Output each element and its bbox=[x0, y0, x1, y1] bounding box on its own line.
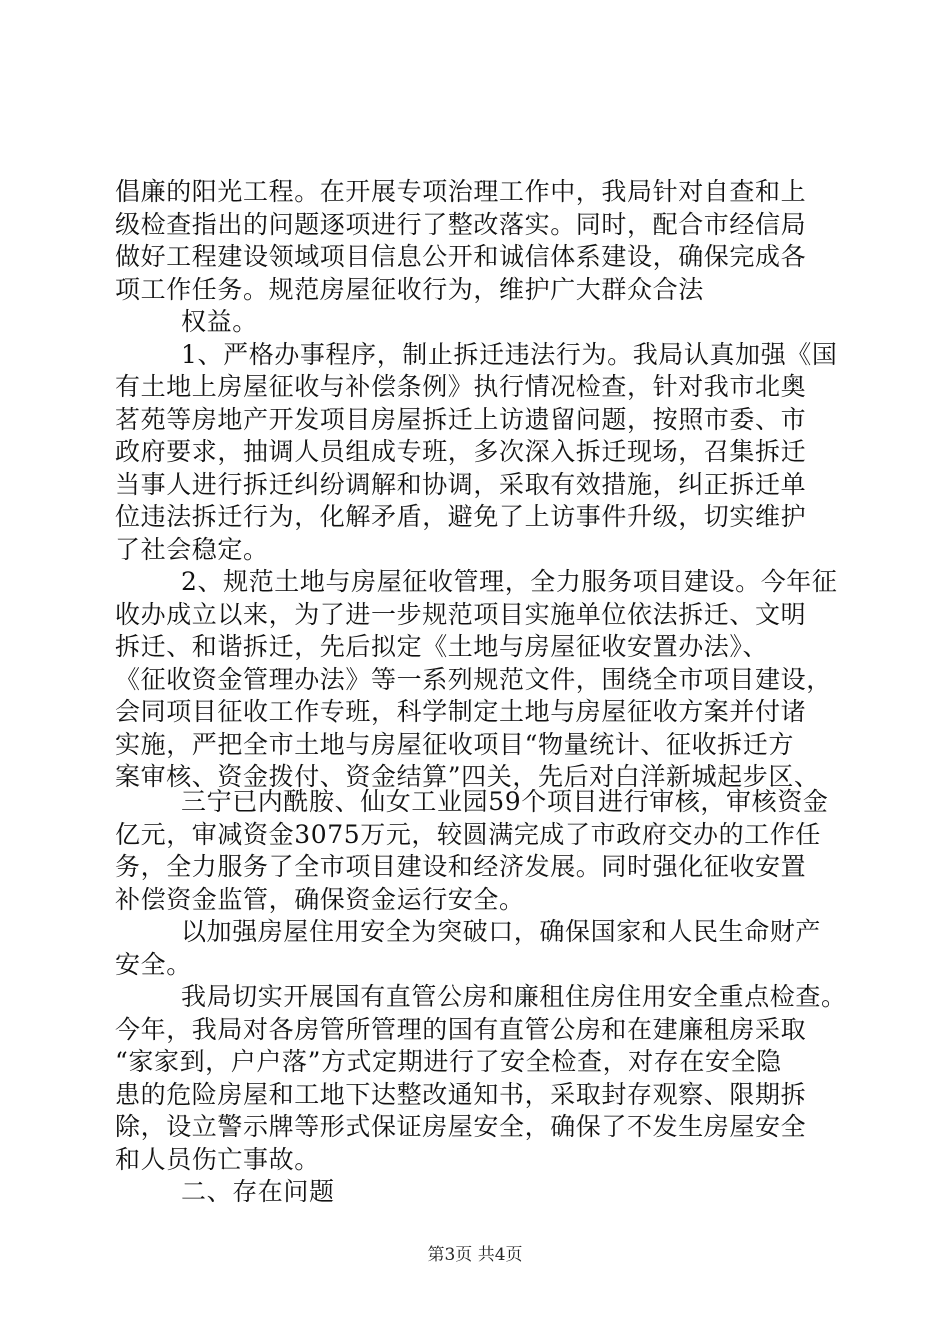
paragraph-line: 安全。 bbox=[115, 949, 192, 979]
paragraph-line: 拆迁、和谐拆迁，先后拟定《土地与房屋征收安置办法》、 bbox=[115, 632, 769, 661]
paragraph-line: 当事人进行拆迁纠纷调解和协调，采取有效措施，纠正拆迁单 bbox=[115, 469, 807, 499]
paragraph-line: 实施，严把全市土地与房屋征收项目“物量统计、征收拆迁方 bbox=[115, 729, 794, 759]
paragraph-line: “家家到，户户落”方式定期进行了安全检查，对存在安全隐 bbox=[115, 1047, 782, 1076]
paragraph-line: 三宁已内酰胺、仙女工业园59个项目进行审核，审核资金 bbox=[181, 787, 829, 816]
paragraph-line: 除，设立警示牌等形式保证房屋安全，确保了不发生房屋安全 bbox=[115, 1112, 807, 1141]
paragraph-line: 今年，我局对各房管所管理的国有直管公房和在建廉租房采取 bbox=[115, 1014, 807, 1044]
paragraph-line: 补偿资金监管，确保资金运行安全。 bbox=[115, 884, 525, 914]
paragraph-line: 项工作任务。规范房屋征收行为，维护广大群众合法 bbox=[115, 274, 704, 304]
paragraph-line: 以加强房屋住用安全为突破口，确保国家和人民生命财产 bbox=[181, 917, 822, 946]
paragraph-line: 政府要求，抽调人员组成专班，多次深入拆迁现场，召集拆迁 bbox=[115, 437, 807, 466]
paragraph-line: 患的危险房屋和工地下达整改通知书，采取封存观察、限期拆 bbox=[115, 1079, 807, 1109]
paragraph-line: 了社会稳定。 bbox=[115, 534, 269, 564]
paragraph-line: 1、严格办事程序，制止拆迁违法行为。我局认真加强《国 bbox=[181, 339, 838, 369]
paragraph-line: 我局切实开展国有直管公房和廉租住房住用安全重点检查。 bbox=[181, 982, 847, 1011]
paragraph-line: 2、规范土地与房屋征收管理，全力服务项目建设。今年征 bbox=[181, 567, 838, 596]
section-heading: 二、存在问题 bbox=[181, 1177, 335, 1206]
paragraph-line: 亿元，审减资金3075万元，较圆满完成了市政府交办的工作任 bbox=[115, 819, 822, 849]
paragraph-line: 做好工程建设领域项目信息公开和诚信体系建设，确保完成各 bbox=[115, 242, 807, 271]
text-block-upper bbox=[115, 176, 860, 794]
paragraph-line: 级检查指出的问题逐项进行了整改落实。同时，配合市经信局 bbox=[115, 209, 807, 239]
paragraph-line: 倡廉的阳光工程。在开展专项治理工作中，我局针对自查和上 bbox=[115, 177, 807, 206]
paragraph-line: 茗苑等房地产开发项目房屋拆迁上访遗留问题，按照市委、市 bbox=[115, 404, 807, 434]
paragraph-line: 有土地上房屋征收与补偿条例》执行情况检查，针对我市北奥 bbox=[115, 372, 807, 401]
page-number-footer: 第3页 共4页 bbox=[427, 1245, 523, 1265]
paragraph-line: 会同项目征收工作专班，科学制定土地与房屋征收方案并付诸 bbox=[115, 697, 807, 726]
paragraph-line: 和人员伤亡事故。 bbox=[115, 1144, 320, 1174]
paragraph-line: 权益。 bbox=[181, 307, 258, 336]
text-block-lower bbox=[115, 786, 860, 1209]
paragraph-line: 案审核、资金拨付、资金结算”四关，先后对白洋新城起步区、 bbox=[115, 762, 820, 791]
paragraph-line: 位违法拆迁行为，化解矛盾，避免了上访事件升级，切实维护 bbox=[115, 502, 807, 531]
paragraph-line: 务，全力服务了全市项目建设和经济发展。同时强化征收安置 bbox=[115, 852, 807, 881]
paragraph-line: 收办成立以来，为了进一步规范项目实施单位依法拆迁、文明 bbox=[115, 599, 807, 629]
paragraph-line: 《征收资金管理办法》等一系列规范文件，围绕全市项目建设， bbox=[115, 664, 832, 694]
